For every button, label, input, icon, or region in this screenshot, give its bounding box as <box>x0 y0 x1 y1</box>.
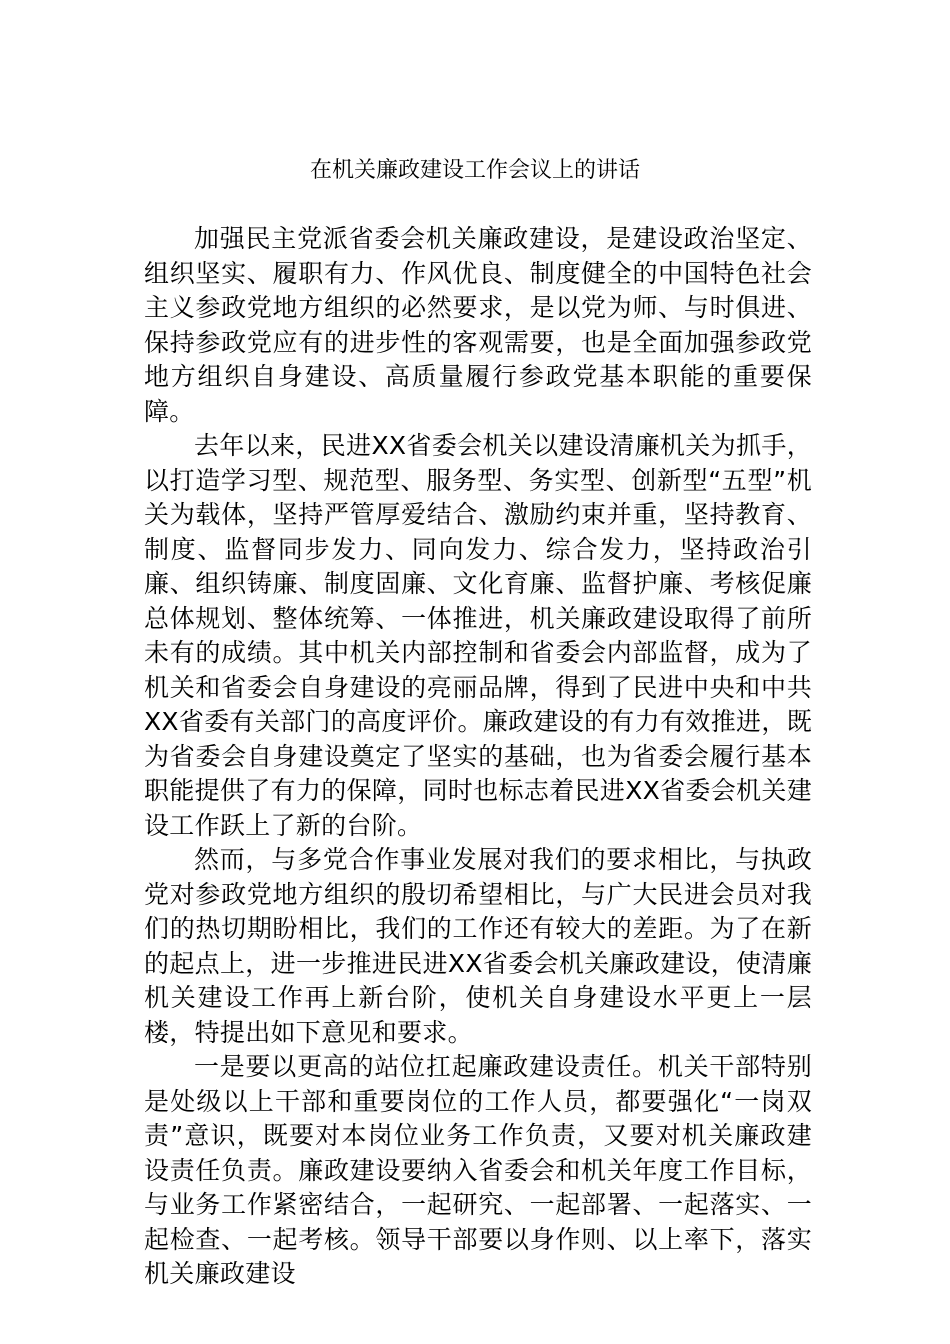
paragraph-2: 去年以来，民进XX省委会机关以建设清廉机关为抓手，以打造学习型、规范型、服务型、务实型、创新型“五型”机关为载体，坚持严管厚爱结合、激励约束并重，坚持教育、制度、监督同步发力、同向发力、综合发力，坚持政治引廉、组织铸廉、制度固廉、文化育廉、监督护廉、考核促廉总体规划、整体统筹、一体推进，机关廉政建设取得了前所未有的成绩。其中机关内部控制和省委会内部监督，成为了机关和省委会自身建设的亮丽品牌，得到了民进中央和中共XX省委有关部门的高度评价。廉政建设的有力有效推进，既为省委会自身建设奠定了坚实的基础，也为省委会履行基本职能提供了有力的保障，同时也标志着民进XX省委会机关建设工作跃上了新的台阶。 <box>144 431 812 840</box>
paragraph-4: 一是要以更高的站位扛起廉政建设责任。机关干部特别是处级以上干部和重要岗位的工作人员，都要强化“一岗双责”意识，既要对本岗位业务工作负责，又要对机关廉政建设责任负责。廉政建设要纳入省委会和机关年度工作目标，与业务工作紧密结合，一起研究、一起部署、一起落实、一起检查、一起考核。领导干部要以身作则、以上率下，落实机关廉政建设 <box>144 1052 812 1288</box>
document-body <box>144 222 812 1292</box>
paragraph-1: 加强民主党派省委会机关廉政建设，是建设政治坚定、组织坚实、履职有力、作风优良、制度健全的中国特色社会主义参政党地方组织的必然要求，是以党为师、与时俱进、保持参政党应有的进步性的客观需要，也是全面加强参政党地方组织自身建设、高质量履行参政党基本职能的重要保障。 <box>144 224 812 426</box>
paragraph-3: 然而，与多党合作事业发展对我们的要求相比，与执政党对参政党地方组织的殷切希望相比，与广大民进会员对我们的热切期盼相比，我们的工作还有较大的差距。为了在新的起点上，进一步推进民进XX省委会机关廉政建设，使清廉机关建设工作再上新台阶，使机关自身建设水平更上一层楼，特提出如下意见和要求。 <box>144 845 812 1047</box>
document-title: 在机关廉政建设工作会议上的讲话 <box>309 158 640 183</box>
